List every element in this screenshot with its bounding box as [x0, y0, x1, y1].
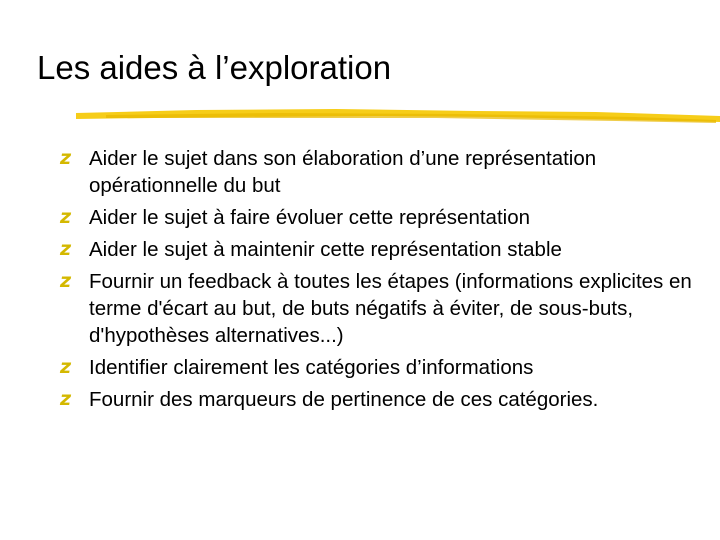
bullet-item	[60, 145, 710, 199]
bullet-text: Aider le sujet dans son élaboration d’une représentation opérationnelle du but	[89, 147, 597, 197]
bullet-item	[60, 354, 710, 381]
z-dingbat-bullet-icon: z	[60, 388, 72, 410]
bullet-list	[60, 145, 710, 418]
z-dingbat-bullet-icon: z	[60, 147, 72, 169]
bullet-item	[60, 204, 710, 231]
title-underline-brushstroke	[76, 104, 720, 130]
bullet-text: Identifier clairement les catégories d’informations	[89, 356, 534, 379]
bullet-text: Fournir un feedback à toutes les étapes (informations explicites en terme d'écart au but, de buts négatifs à éviter, de sous-buts, d'hypothèses alternatives...)	[89, 270, 692, 347]
slide-title: Les aides à l’exploration	[37, 49, 392, 86]
z-dingbat-bullet-icon: z	[60, 238, 72, 260]
bullet-text: Aider le sujet à faire évoluer cette représentation	[89, 206, 531, 229]
bullet-text: Fournir des marqueurs de pertinence de ces catégories.	[89, 388, 599, 411]
z-dingbat-bullet-icon: z	[60, 270, 72, 292]
bullet-text: Aider le sujet à maintenir cette représentation stable	[89, 238, 562, 261]
bullet-item	[60, 236, 710, 263]
z-dingbat-bullet-icon: z	[60, 206, 72, 228]
bullet-item	[60, 386, 710, 413]
z-dingbat-bullet-icon: z	[60, 356, 72, 378]
bullet-item	[60, 268, 710, 349]
